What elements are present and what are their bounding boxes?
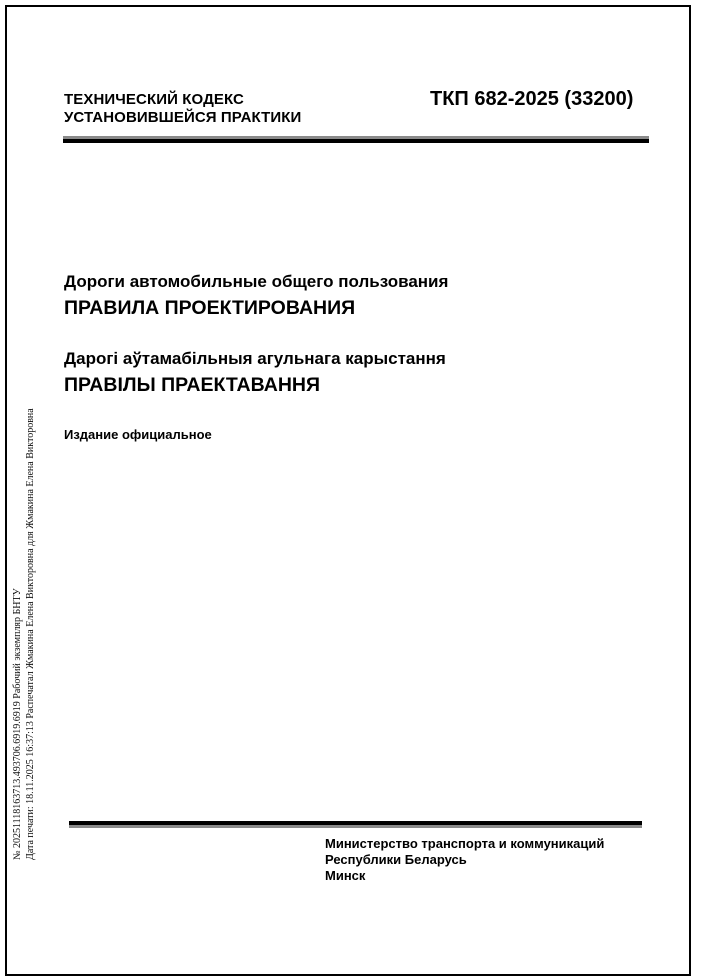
document-type-line-2: УСТАНОВИВШЕЙСЯ ПРАКТИКИ: [64, 109, 302, 126]
russian-title: ПРАВИЛА ПРОЕКТИРОВАНИЯ: [64, 297, 356, 319]
print-stamp-number: № 20251118163713.493706.6919.6919 Рабочий экземпляр БНТУ: [12, 588, 23, 860]
publisher-city: Минск: [325, 868, 366, 883]
footer-rule: [69, 821, 642, 828]
document-number: ТКП 682-2025 (33200): [430, 88, 634, 110]
edition-label: Издание официальное: [64, 427, 212, 442]
document-type-line-1: ТЕХНИЧЕСКИЙ КОДЕКС: [64, 91, 244, 108]
document-type: [64, 91, 301, 127]
print-stamp-date: Дата печати: 18.11.2025 16:37:13 Распечатал Жмакина Елена Викторовна для Жмакина Елена Викторовна: [25, 408, 36, 860]
russian-subtitle: Дороги автомобильные общего пользования: [64, 272, 449, 291]
belarusian-title: ПРАВІЛЫ ПРАЕКТАВАННЯ: [64, 374, 321, 396]
page-frame: [5, 5, 691, 976]
publisher: [325, 836, 604, 884]
header-rule: [63, 136, 649, 143]
belarusian-subtitle: Дарогі аўтамабільныя агульнага карыстання: [64, 349, 446, 368]
publisher-line-1: Министерство транспорта и коммуникаций: [325, 836, 605, 851]
publisher-line-2: Республики Беларусь: [325, 852, 467, 867]
